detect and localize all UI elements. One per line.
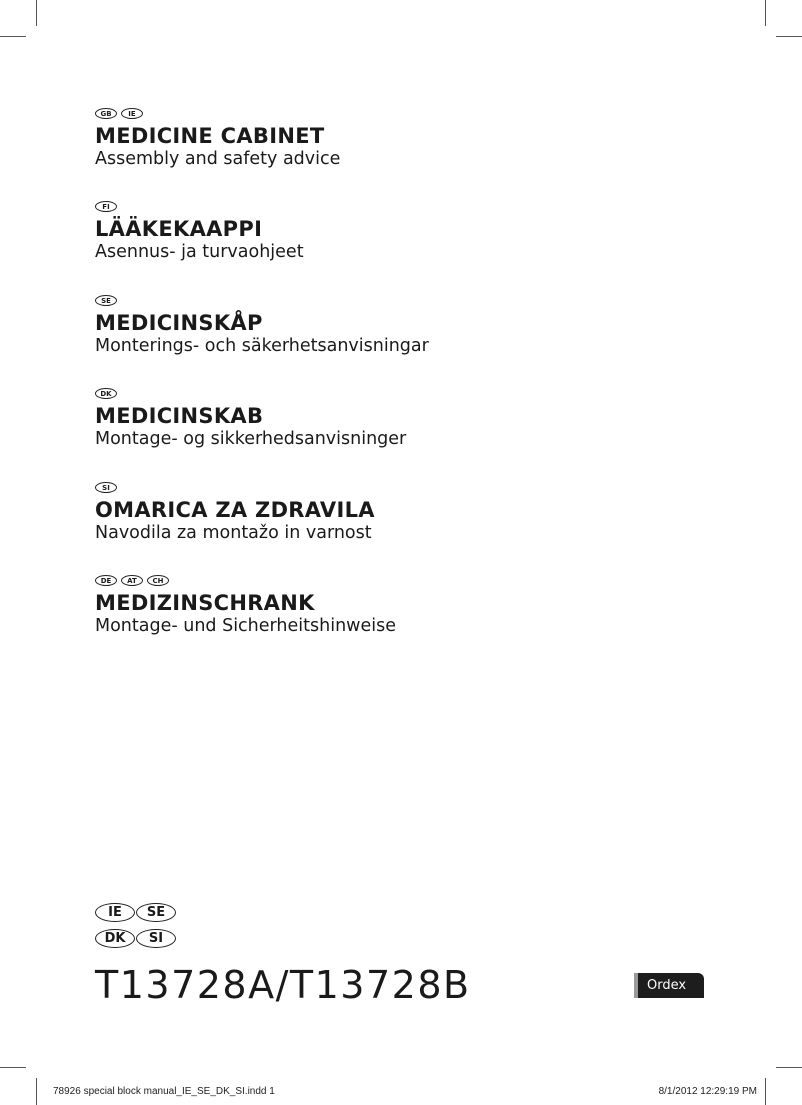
section-subtitle: Montage- og sikkerhedsanvisninger	[95, 429, 407, 449]
brand-logo	[634, 973, 704, 998]
section-si	[95, 482, 375, 544]
slug-datetime: 8/1/2012 12:29:19 PM	[658, 1086, 757, 1097]
section-dk	[95, 388, 406, 450]
logo-stripe	[634, 973, 638, 998]
section-subtitle: Asennus- ja turvaohjeet	[95, 242, 304, 262]
section-title: MEDICINSKAB	[95, 404, 264, 428]
crop-mark	[776, 1067, 802, 1068]
section-de	[95, 575, 396, 637]
crop-mark	[776, 36, 802, 37]
crop-mark	[765, 1078, 766, 1105]
country-badge: CH	[147, 575, 169, 586]
country-badge: SI	[136, 929, 176, 948]
country-badge: DE	[95, 575, 117, 586]
brand-logo-text: Ordex	[647, 978, 687, 993]
section-subtitle: Navodila za montažo in varnost	[95, 523, 372, 543]
section-se	[95, 295, 429, 357]
crop-mark	[0, 1067, 26, 1068]
section-gb	[95, 108, 340, 170]
country-badge: SE	[136, 903, 176, 922]
country-badge: SI	[95, 482, 117, 493]
section-fi	[95, 201, 304, 263]
country-badge: FI	[95, 201, 117, 212]
section-title: MEDICINE CABINET	[95, 124, 325, 148]
country-badge: DK	[95, 388, 117, 399]
section-title: LÄÄKEKAAPPI	[95, 217, 263, 241]
section-subtitle: Assembly and safety advice	[95, 149, 341, 169]
crop-mark	[36, 1078, 37, 1105]
country-badge: IE	[95, 903, 135, 922]
model-number: T13728A/T13728B	[95, 963, 471, 1007]
section-title: MEDIZINSCHRANK	[95, 591, 315, 615]
country-badge: AT	[121, 575, 143, 586]
crop-mark	[0, 36, 26, 37]
section-title: MEDICINSKÅP	[95, 311, 263, 335]
crop-mark	[36, 0, 37, 26]
country-badge: GB	[95, 108, 117, 119]
section-subtitle: Montage- und Sicherheitshinweise	[95, 616, 396, 636]
crop-mark	[765, 0, 766, 26]
section-subtitle: Monterings- och säkerhetsanvisningar	[95, 336, 429, 356]
country-badges	[95, 903, 176, 955]
country-badge: SE	[95, 295, 117, 306]
slug-filename: 78926 special block manual_IE_SE_DK_SI.indd 1	[53, 1086, 275, 1097]
section-title: OMARICA ZA ZDRAVILA	[95, 498, 375, 522]
country-badge: IE	[121, 108, 143, 119]
country-badge: DK	[95, 929, 135, 948]
